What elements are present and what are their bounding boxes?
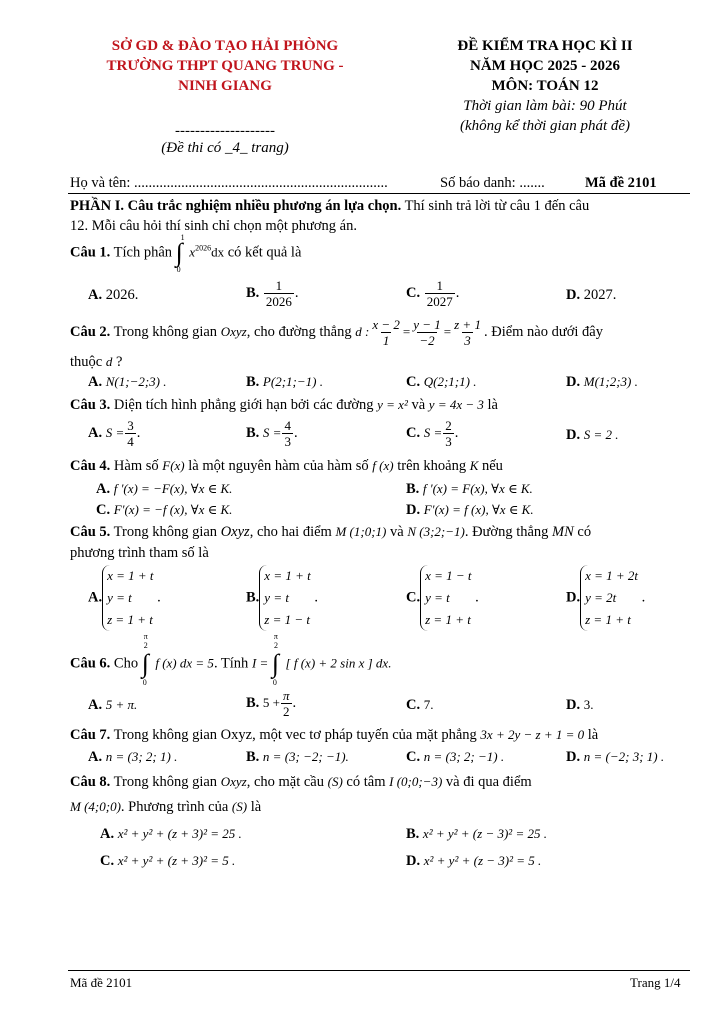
q3-option-d[interactable]: D. S = 2 . (566, 427, 619, 443)
question-1-label: Câu 1. (70, 244, 111, 261)
q6-option-c[interactable]: C. 7. (406, 697, 434, 713)
question-4: Câu 4. Hàm số F(x) là một nguyên hàm của hàm số f (x) trên khoảng K nếu (70, 458, 503, 474)
subject: MÔN: TOÁN 12 (491, 78, 599, 94)
q1-option-a[interactable]: A. 2026. (88, 287, 139, 303)
q1-option-b[interactable]: B. $\frac{1}{2026}$ . (246, 278, 299, 309)
q6-option-b[interactable]: B. 5 + $\frac{\pi}{2}$ . (246, 688, 297, 719)
dashes: -------------------- (175, 123, 275, 139)
q3-option-c[interactable]: C. S = $\frac{2}{3}$ . (406, 418, 459, 449)
header-rule (68, 193, 690, 194)
question-3: Câu 3. Diện tích hình phẳng giới hạn bởi các đường y = x² và y = 4x − 3 là (70, 397, 498, 413)
integral-sign: ∫ 1 0 (175, 233, 185, 274)
q1-option-c[interactable]: C. $\frac{1}{2027}$ . (406, 278, 460, 309)
exam-code: Mã đề 2101 (585, 175, 657, 191)
q8-option-d[interactable]: D. x² + y² + (z − 3)² = 5 . (406, 853, 542, 869)
part1-desc-2: 12. Mỗi câu hỏi thí sinh chỉ chọn một phương án. (70, 218, 357, 234)
school-name-2: NINH GIANG (178, 78, 272, 94)
q7-option-d[interactable]: D. n = (−2; 3; 1) . (566, 749, 665, 765)
q2-option-c[interactable]: C. Q(2;1;1) . (406, 374, 477, 390)
part1-intro (70, 196, 695, 236)
q1-option-d[interactable]: D. 2027. (566, 287, 617, 303)
integral-sign: ∫ π 2 0 (141, 632, 149, 687)
header-left (70, 36, 380, 158)
footer-rule (68, 970, 690, 971)
part1-desc-1: Thí sinh trả lời từ câu 1 đến câu (401, 198, 590, 214)
question-2: Câu 2. Trong không gian Oxyz, cho đường thẳng d : $\frac{x - 2}{1}$ = $\frac{y - 1}{-2}$ = $\frac{z + 1}{3}$ . Điểm nào dưới đây (70, 317, 603, 348)
school-year: NĂM HỌC 2025 - 2026 (470, 58, 620, 74)
header-right (420, 36, 670, 136)
question-2-line-2: thuộc d ? (70, 354, 123, 370)
q3-option-a[interactable]: A. S = $\frac{3}{4}$ . (88, 418, 141, 449)
question-6: Câu 6. Cho ∫ π 2 0 f (x) dx = 5. Tính I = ∫ π 2 0 [ f (x) + 2 sin x ] dx. (70, 632, 392, 687)
pages-note: (Đề thi có _4_ trang) (161, 140, 289, 156)
dept-name: SỞ GD & ĐÀO TẠO HẢI PHÒNG (111, 38, 339, 54)
exam-time-note: (không kể thời gian phát đề) (459, 118, 631, 134)
school-name-1: TRƯỜNG THPT QUANG TRUNG - (106, 58, 344, 74)
part1-title: PHẦN I. Câu trắc nghiệm nhiều phương án lựa chọn. (70, 198, 402, 214)
q6-option-d[interactable]: D. 3. (566, 697, 594, 713)
q3-option-b[interactable]: B. S = $\frac{4}{3}$ . (246, 418, 298, 449)
question-5: Câu 5. Trong không gian Oxyz, cho hai điểm M (1;0;1) và N (3;2;−1). Đường thẳng MN có (70, 524, 592, 540)
q6-option-a[interactable]: A. 5 + π. (88, 697, 138, 713)
question-5-line-2: phương trình tham số là (70, 545, 209, 561)
footer-page-number: Trang 1/4 (630, 975, 681, 990)
integral-sign: ∫ π 2 0 (271, 632, 280, 687)
student-id-line: Số báo danh: ....... (440, 175, 545, 191)
exam-time: Thời gian làm bài: 90 Phút (463, 98, 627, 114)
student-name-line: Họ và tên: ...................................................................... (70, 175, 388, 191)
q2-option-b[interactable]: B. P(2;1;−1) . (246, 374, 323, 390)
footer-exam-code: Mã đề 2101 (70, 975, 133, 990)
q2-option-a[interactable]: A. N(1;−2;3) . (88, 374, 167, 390)
q5-option-d[interactable]: D. x = 1 + 2t y = 2t z = 1 + t . (566, 565, 645, 631)
q2-option-d[interactable]: D. M(1;2;3) . (566, 374, 638, 390)
q4-option-a[interactable]: A. f '(x) = −F(x), ∀x ∈ K. (96, 481, 233, 497)
question-1: Câu 1. Tích phân ∫ 1 0 $x^{2026}dx$ có kết quả là (70, 233, 302, 274)
q8-option-b[interactable]: B. x² + y² + (z − 3)² = 25 . (406, 826, 547, 842)
q4-option-d[interactable]: D. F'(x) = f (x), ∀x ∈ K. (406, 502, 534, 518)
q7-option-b[interactable]: B. n = (3; −2; −1). (246, 749, 349, 765)
q5-option-b[interactable]: B. x = 1 + t y = t z = 1 − t . (246, 565, 318, 631)
q5-option-c[interactable]: C. x = 1 − t y = t z = 1 + t . (406, 565, 479, 631)
q8-option-c[interactable]: C. x² + y² + (z + 3)² = 5 . (100, 853, 236, 869)
q4-option-c[interactable]: C. F'(x) = −f (x), ∀x ∈ K. (96, 502, 233, 518)
question-8: Câu 8. Trong không gian Oxyz, cho mặt cầu (S) có tâm I (0;0;−3) và đi qua điểm (70, 774, 532, 790)
q4-option-b[interactable]: B. f '(x) = F(x), ∀x ∈ K. (406, 481, 533, 497)
q7-option-a[interactable]: A. n = (3; 2; 1) . (88, 749, 178, 765)
q8-option-a[interactable]: A. x² + y² + (z + 3)² = 25 . (100, 826, 242, 842)
q5-option-a[interactable]: A. x = 1 + t y = t z = 1 + t . (88, 565, 161, 631)
question-7: Câu 7. Trong không gian Oxyz, một vec tơ pháp tuyến của mặt phẳng 3x + 2y − z + 1 = 0 là (70, 727, 599, 743)
q7-option-c[interactable]: C. n = (3; 2; −1) . (406, 749, 505, 765)
exam-title: ĐỀ KIỂM TRA HỌC KÌ II (457, 38, 633, 54)
question-8-line-2: M (4;0;0). Phương trình của (S) là (70, 799, 262, 815)
